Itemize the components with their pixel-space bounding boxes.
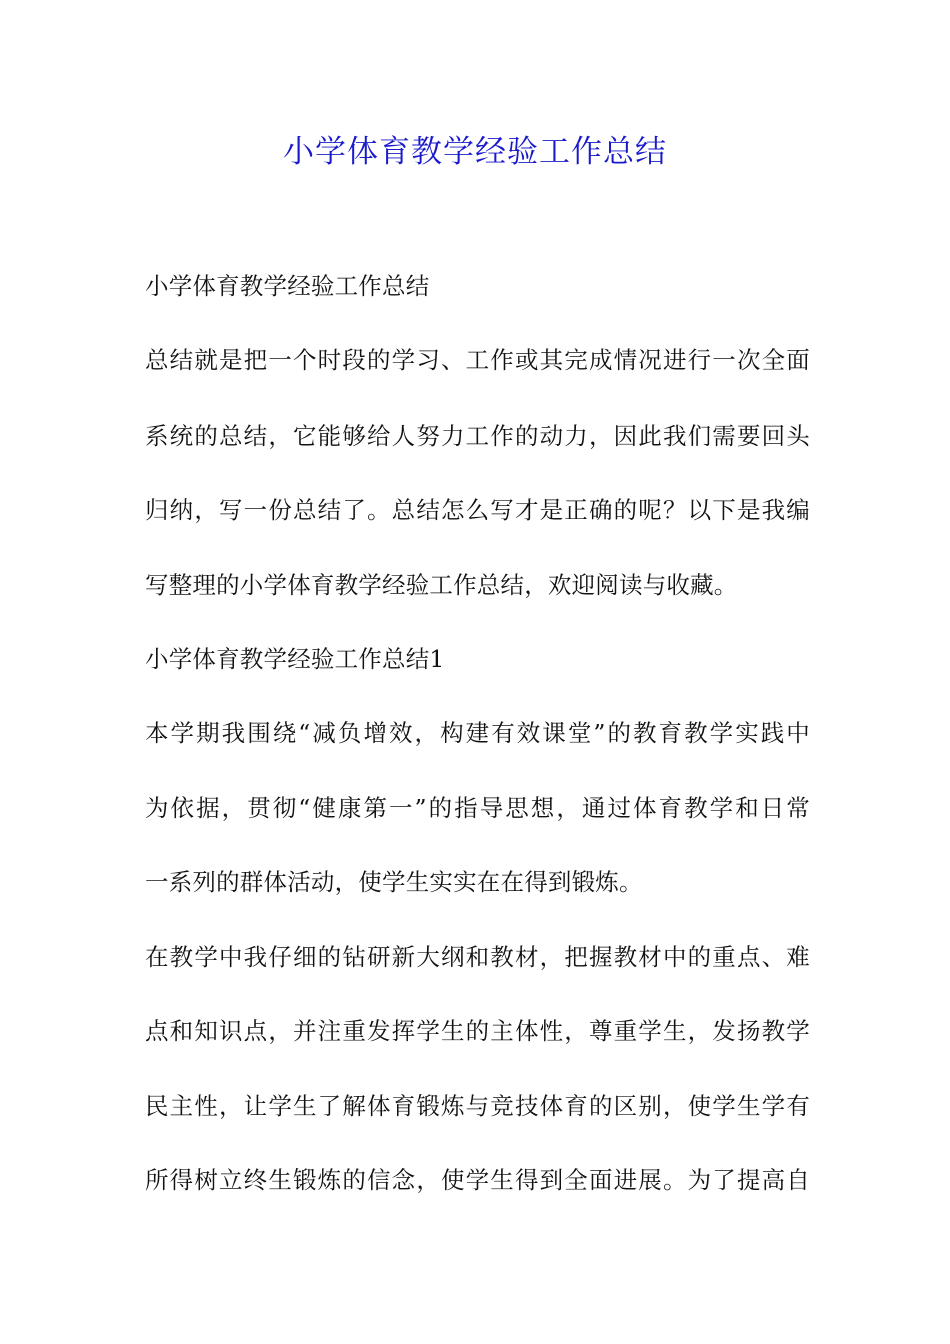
paragraph2-line-3: 民主性，让学生了解体育锻炼与竞技体育的区别，使学生学有 [145,1092,810,1120]
paragraph2-line-2: 点和知识点，并注重发挥学生的主体性，尊重学生，发扬教学 [145,1017,810,1045]
document-title: 小学体育教学经验工作总结 [283,134,667,170]
paragraph2-line-1: 在教学中我仔细的钻研新大纲和教材，把握教材中的重点、难 [145,943,810,971]
paragraph2-line-4: 所得树立终生锻炼的信念，使学生得到全面进展。为了提高自 [145,1166,810,1194]
paragraph1-line-2: 为依据，贯彻“健康第一”的指导思想，通过体育教学和日常 [145,794,810,822]
paragraph1-line-3: 一系列的群体活动，使学生实实在在得到锻炼。 [145,868,643,896]
intro-line-2: 系统的总结，它能够给人努力工作的动力，因此我们需要回头 [145,422,810,450]
section-heading: 小学体育教学经验工作总结1 [145,645,445,673]
intro-line-4: 写整理的小学体育教学经验工作总结，欢迎阅读与收藏。 [145,571,738,599]
intro-line-1: 总结就是把一个时段的学习、工作或其完成情况进行一次全面 [145,346,810,374]
document-heading: 小学体育教学经验工作总结 [145,272,430,300]
intro-line-3: 归纳，写一份总结了。总结怎么写才是正确的呢？以下是我编 [145,496,810,524]
paragraph1-line-1: 本学期我围绕“减负增效，构建有效课堂”的教育教学实践中 [145,719,810,747]
